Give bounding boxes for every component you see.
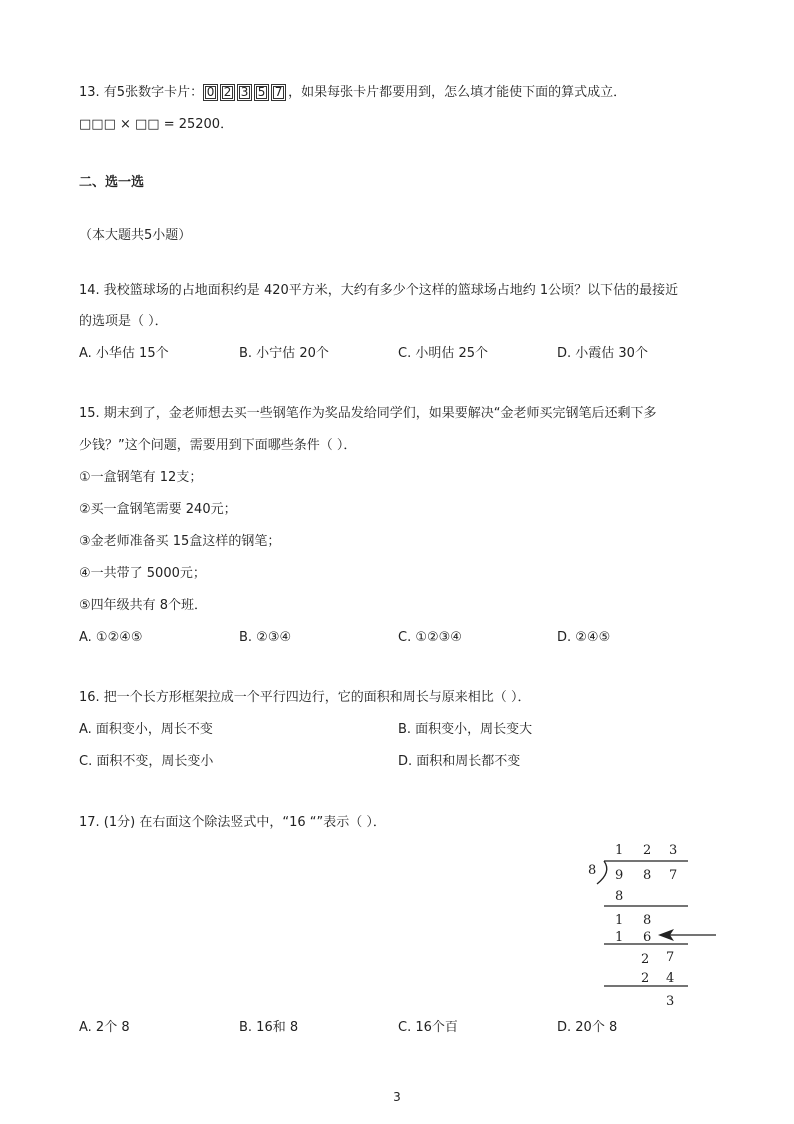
q16-option-a: A. 面积变小，周长不变: [79, 722, 213, 737]
q15-line1: 15. 期末到了，金老师想去买一些钢笔作为奖品发给同学们，如果要解决“金老师买完钢笔后还剩下多: [79, 406, 657, 421]
dividend-digit: 9: [615, 868, 624, 883]
step-digit: 1: [615, 930, 624, 945]
q15-line2: 少钱？”这个问题，需要用到下面哪些条件（ ）．: [79, 438, 357, 453]
q15-condition-5: ⑤四年级共有 8个班．: [79, 598, 208, 613]
step-digit: 8: [643, 913, 652, 928]
long-division-figure: [580, 836, 720, 1012]
q15-condition-1: ①一盒钢笔有 12支；: [79, 470, 203, 485]
digit-card: 5: [254, 84, 269, 101]
step-digit: 2: [641, 971, 650, 986]
digit-card: 7: [271, 84, 286, 101]
q17-option-b: B. 16和 8: [239, 1020, 299, 1035]
q15-option-c: C. ①②③④: [398, 630, 462, 645]
q15-condition-2: ②买一盒钢笔需要 240元；: [79, 502, 237, 517]
section-note: （本大题共5小题）: [79, 228, 192, 243]
divisor: 8: [588, 863, 597, 878]
digit-card: 0: [203, 84, 218, 101]
q14-line2: 的选项是（ ）．: [79, 314, 168, 329]
dividend-digit: 8: [643, 868, 652, 883]
q16-option-c: C. 面积不变，周长变小: [79, 754, 214, 769]
section-title: 二、选一选: [79, 175, 145, 190]
q14-line1: 14. 我校篮球场的占地面积约是 420平方米，大约有多少个这样的篮球场占地约 1公顷？以下估的最接近: [79, 283, 679, 298]
q15-option-a: A. ①②④⑤: [79, 630, 143, 645]
step-digit: 4: [666, 971, 675, 986]
q14-option-d: D. 小霞估 30个: [557, 346, 648, 361]
step-digit: 2: [641, 952, 650, 967]
step-digit: 7: [666, 950, 675, 965]
q15-option-b: B. ②③④: [239, 630, 292, 645]
remainder-digit: 3: [666, 994, 675, 1009]
q14-option-c: C. 小明估 25个: [398, 346, 489, 361]
q13-prefix: 13. 有5张数字卡片：: [79, 85, 204, 100]
q13-formula: □□□ × □□ = 25200．: [79, 117, 234, 132]
q15-option-d: D. ②④⑤: [557, 630, 611, 645]
division-bracket: [597, 861, 607, 884]
q16-line1: 16. 把一个长方形框架拉成一个平行四边行，它的面积和周长与原来相比（ ）．: [79, 690, 531, 705]
q13-cards: [203, 85, 288, 100]
quotient-digit: 1: [615, 843, 624, 858]
digit-card: 3: [237, 84, 252, 101]
q17-option-c: C. 16个百: [398, 1020, 458, 1035]
step-digit: 6: [643, 930, 652, 945]
step-digit: 1: [615, 913, 624, 928]
q16-option-b: B. 面积变小，周长变大: [398, 722, 533, 737]
q13-line: [79, 84, 626, 102]
digit-card: 2: [220, 84, 235, 101]
q13-suffix: ，如果每张卡片都要用到，怎么填才能使下面的算式成立．: [288, 85, 627, 100]
q17-option-a: A. 2个 8: [79, 1020, 130, 1035]
page-number: 3: [393, 1090, 401, 1104]
q14-option-a: A. 小华估 15个: [79, 346, 169, 361]
q15-condition-3: ③金老师准备买 15盒这样的钢笔；: [79, 534, 281, 549]
step-digit: 8: [615, 889, 624, 904]
q16-option-d: D. 面积和周长都不变: [398, 754, 521, 769]
quotient-digit: 3: [669, 843, 678, 858]
dividend-digit: 7: [669, 868, 678, 883]
q14-option-b: B. 小宁估 20个: [239, 346, 329, 361]
quotient-digit: 2: [643, 843, 652, 858]
q17-line1: 17. (1分) 在右面这个除法竖式中，“16 “”表示（ ）．: [79, 815, 386, 830]
q17-option-d: D. 20个 8: [557, 1020, 618, 1035]
q15-condition-4: ④一共带了 5000元；: [79, 566, 206, 581]
